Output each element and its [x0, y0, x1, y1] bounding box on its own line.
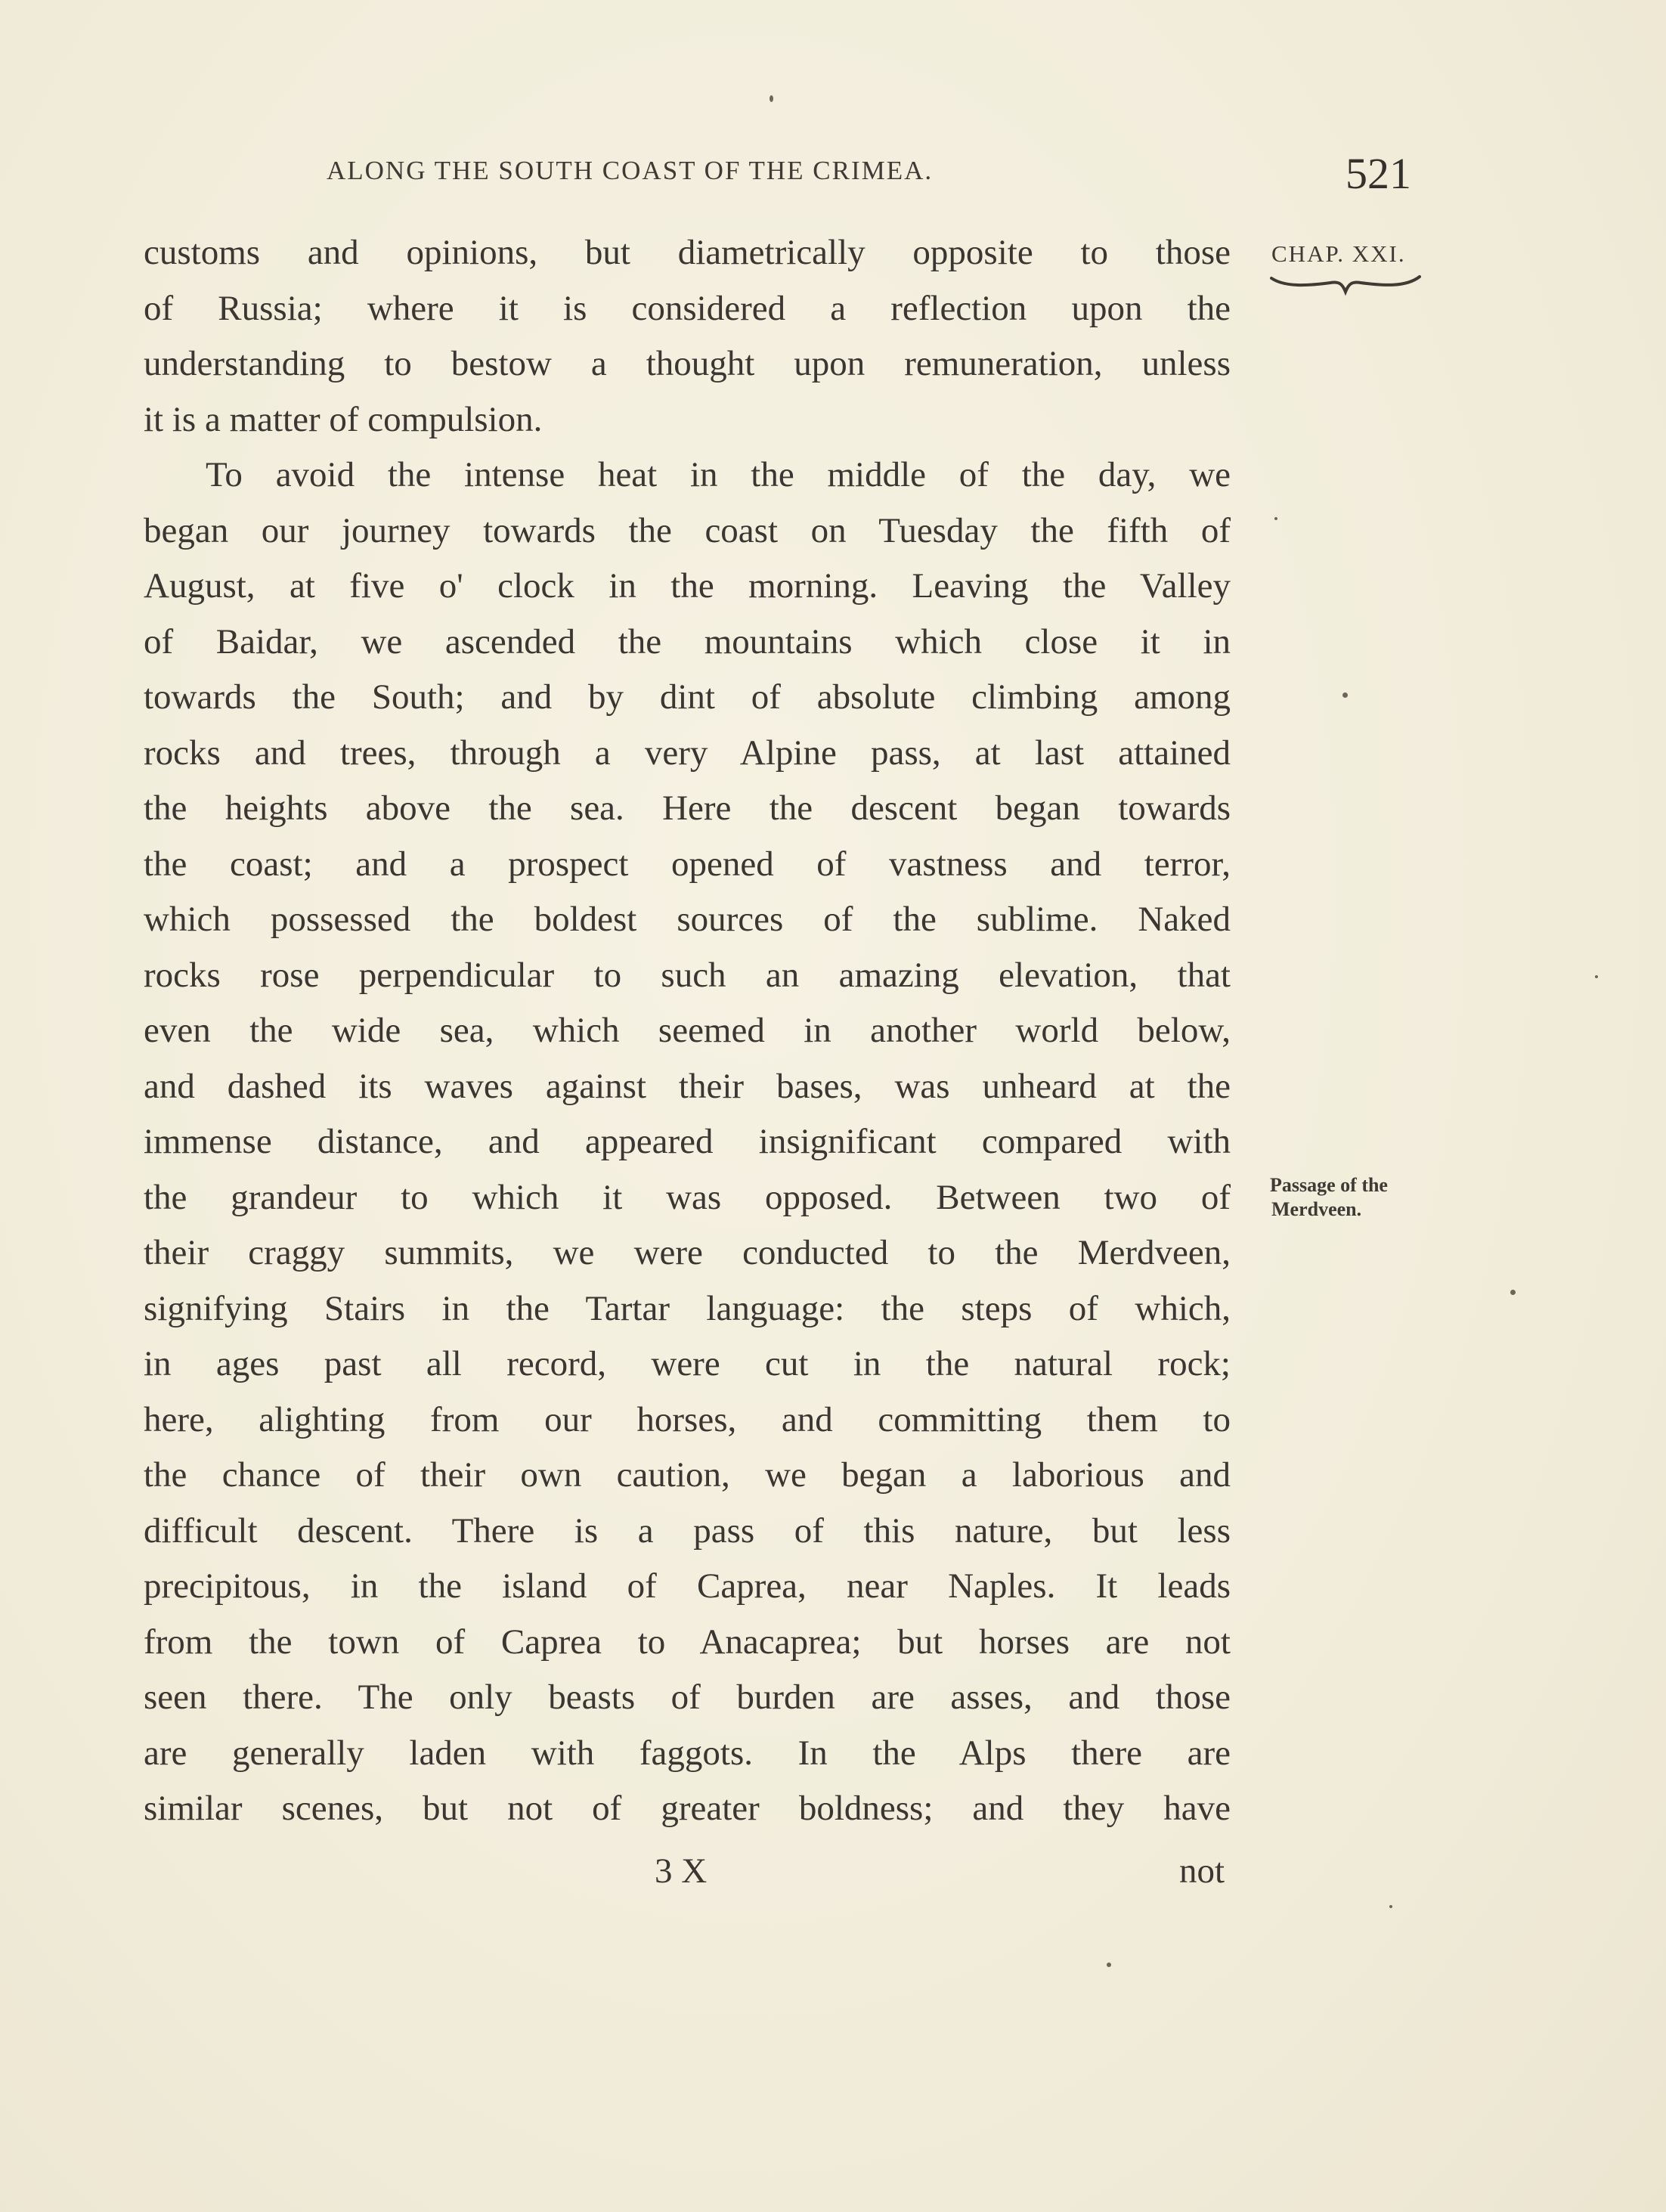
sidenote-line: Passage of the [1270, 1174, 1388, 1196]
text-line: here, alighting from our horses, and committing them to [144, 1399, 1231, 1439]
text-line: towards the South; and by dint of absolute climbing among [144, 677, 1231, 717]
page-number: 521 [1345, 149, 1411, 198]
text-line: seen there. The only beasts of burden are asses, and those [144, 1678, 1231, 1717]
text-line: To avoid the intense heat in the middle of the day, we [206, 455, 1231, 494]
chapter-marker: CHAP. XXI. [1271, 240, 1406, 267]
text-line: similar scenes, but not of greater boldness; and they have [144, 1789, 1231, 1828]
paper-speck [1342, 692, 1348, 698]
text-line: and dashed its waves against their bases, was unheard at the [144, 1066, 1231, 1106]
margin-sidenote [1270, 1173, 1388, 1222]
text-line: began our journey towards the coast on Tuesday the fifth of [144, 510, 1231, 550]
text-line: it is a matter of compulsion. [144, 399, 543, 439]
text-line: of Baidar, we ascended the mountains which close it in [144, 621, 1231, 661]
paper-speck [1389, 1905, 1392, 1908]
text-line: of Russia; where it is considered a reflection upon the [144, 288, 1231, 328]
paper-speck [1510, 1290, 1516, 1295]
text-line: their craggy summits, we were conducted to the Merdveen, [144, 1233, 1231, 1272]
running-head: ALONG THE SOUTH COAST OF THE CRIMEA. [327, 156, 934, 185]
text-line: immense distance, and appeared insignificant compared with [144, 1122, 1231, 1161]
text-line: in ages past all record, were cut in the natural rock; [144, 1344, 1231, 1383]
text-line: August, at five o' clock in the morning. Leaving the Valley [144, 566, 1231, 606]
brace-ornament [1270, 274, 1421, 299]
sidenote-line: Merdveen. [1271, 1198, 1362, 1220]
text-line: are generally laden with faggots. In the Alps there are [144, 1733, 1231, 1773]
text-line: customs and opinions, but diametrically opposite to those [144, 233, 1231, 272]
paper-speck [1595, 975, 1598, 978]
signature-mark: 3 X [655, 1851, 708, 1891]
text-line: understanding to bestow a thought upon remuneration, unless [144, 344, 1231, 383]
text-line: difficult descent. There is a pass of this nature, but less [144, 1510, 1231, 1551]
text-line: from the town of Caprea to Anacaprea; but horses are not [144, 1622, 1231, 1662]
text-line: precipitous, in the island of Caprea, near Naples. It leads [144, 1566, 1231, 1606]
text-line: rocks and trees, through a very Alpine pass, at last attained [144, 733, 1231, 773]
text-line: which possessed the boldest sources of the sublime. Naked [144, 900, 1231, 939]
text-line: the chance of their own caution, we began a laborious and [144, 1455, 1231, 1495]
text-line: the coast; and a prospect opened of vastness and terror, [144, 844, 1231, 884]
paper-speck [770, 95, 773, 102]
body-text [144, 225, 1231, 1837]
text-line: the heights above the sea. Here the descent began towards [144, 788, 1231, 828]
text-line: signifying Stairs in the Tartar language: the steps of which, [144, 1288, 1231, 1328]
text-line: even the wide sea, which seemed in another world below, [144, 1011, 1231, 1050]
paper-speck [1274, 517, 1277, 520]
text-line: the grandeur to which it was opposed. Between two of [144, 1177, 1231, 1217]
text-line: rocks rose perpendicular to such an amazing elevation, that [144, 955, 1231, 995]
catchword: not [1179, 1851, 1225, 1891]
paper-speck [1107, 1963, 1111, 1967]
